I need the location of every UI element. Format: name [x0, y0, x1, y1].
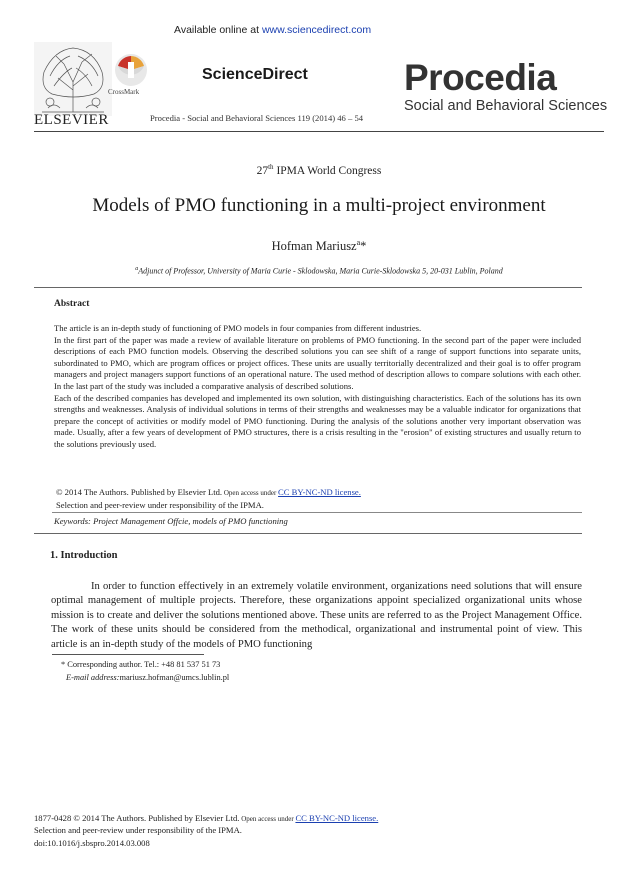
author-star: *	[360, 239, 367, 254]
title-rule	[34, 287, 582, 288]
keywords-rule	[34, 533, 582, 534]
journal-reference: Procedia - Social and Behavioral Sciences 119 (2014) 46 – 54	[150, 113, 364, 123]
abstract-copyright	[56, 487, 361, 497]
copyright-text: © 2014 The Authors. Published by Elsevier Ltd.	[56, 487, 223, 497]
congress-number: 27	[256, 164, 269, 177]
sciencedirect-wordmark[interactable]: ScienceDirect	[202, 66, 308, 83]
abstract-rule	[52, 512, 582, 513]
crossmark-logo[interactable]	[113, 52, 149, 88]
affiliation-sup: a	[135, 266, 139, 272]
sciencedirect-url-link[interactable]: www.sciencedirect.com	[261, 24, 372, 36]
footer-open-access: Open access under	[239, 815, 296, 823]
congress-sup: th	[268, 163, 274, 171]
procedia-subtitle: Social and Behavioral Sciences	[404, 98, 608, 114]
crossmark-icon	[113, 52, 149, 88]
author-sup: a	[356, 238, 361, 247]
author-line	[0, 238, 638, 254]
abstract-body	[54, 323, 581, 451]
footer-license-link[interactable]: CC BY-NC-ND license.	[295, 813, 379, 823]
keywords-label: Keywords:	[54, 516, 91, 526]
abstract-paragraph-2: In the first part of the paper was made a review of available literature on problems of PMO functioning. In the second part of the paper were included descriptions of each PMO function models. Observing the described solutions you can see shift of a range of support functions into separate units, subordinated to PMO, which are program offices or project offices. These units are usually territorially decentralized and their goal is to offer program managers and project managers support functions of an operational nature. The used method of description allows to compare solutions with each other. In the last part of the study was included a comparative analysis of described solutions.	[54, 334, 581, 391]
author-name: Hofman Mariusz	[271, 239, 357, 254]
footer-doi[interactable]: doi:10.1016/j.sbspro.2014.03.008	[34, 838, 150, 848]
footnote-rule	[52, 654, 204, 655]
email-address[interactable]: mariusz.hofman@umcs.lublin.pl	[119, 673, 230, 682]
header-rule	[34, 131, 604, 132]
footnote-email	[66, 673, 229, 682]
congress-label	[0, 163, 638, 177]
available-online	[174, 24, 371, 36]
footer-issn	[34, 813, 378, 823]
email-label: E-mail address:	[66, 673, 120, 682]
abstract-paragraph-1: The article is an in-depth study of functioning of PMO models in four companies from different industries.	[54, 323, 422, 333]
paper-title: Models of PMO functioning in a multi-project environment	[92, 195, 546, 216]
keywords-line	[54, 516, 288, 526]
abstract-paragraph-3: Each of the described companies has developed and implemented its own solution, with distinguishing characteristics. Each of the solutions has its own strengths and weaknesses. Analysis of individual solutions in terms of their strengths and weaknesses may be a valuable indicator for organizations that prepare the concept of activities or modify model of PMO functioning. During the analysis of the solutions another very important observation was made. Usually, after a few years of development of PMO structures, there is a crisis resulting in the "erosion" of existing structures and usually return to the solutions previously used.	[54, 392, 581, 449]
footer-copyright: 1877-0428 © 2014 The Authors. Published by Elsevier Ltd.	[34, 813, 240, 823]
intro-paragraph: In order to function effectively in an extremely volatile environment, organizations need solutions that will ensure optimal management of multiple projects. Therefore, these organizations appoint specialized organizational units whose mission is to create and deliver the solutions mentioned above. These units are referred to as the Project Management Office. The work of these units should be considered from the methodical, organizational and instrumental point of view. This article is an in-depth study of the models of PMO functioning	[51, 581, 582, 650]
crossmark-label: CrossMark	[108, 88, 140, 96]
elsevier-logo[interactable]	[34, 42, 112, 116]
affiliation-text: Adjunct of Professor, University of Maria Curie - Sklodowska, Maria Curie-Sklodowska 5, 20-031 Lublin, Poland	[138, 266, 503, 276]
license-link[interactable]: CC BY-NC-ND license.	[278, 487, 361, 497]
elsevier-wordmark: ELSEVIER	[34, 112, 109, 128]
available-prefix: Available online at	[174, 24, 262, 36]
intro-heading: 1. Introduction	[50, 550, 118, 561]
elsevier-tree-icon	[34, 42, 112, 116]
abstract-peer-review: Selection and peer-review under responsibility of the IPMA.	[56, 500, 264, 510]
abstract-heading: Abstract	[54, 299, 90, 309]
congress-rest: IPMA World Congress	[273, 164, 382, 177]
footnote-corresponding: * Corresponding author. Tel.: +48 81 537 51 73	[61, 660, 221, 669]
footer-peer-review: Selection and peer-review under responsibility of the IPMA.	[34, 825, 242, 835]
procedia-logo[interactable]: Procedia	[404, 57, 557, 98]
open-access-text: Open access under	[222, 489, 279, 497]
keywords-text: Project Management Offcie, models of PMO functioning	[90, 516, 288, 526]
affiliation	[0, 266, 638, 276]
